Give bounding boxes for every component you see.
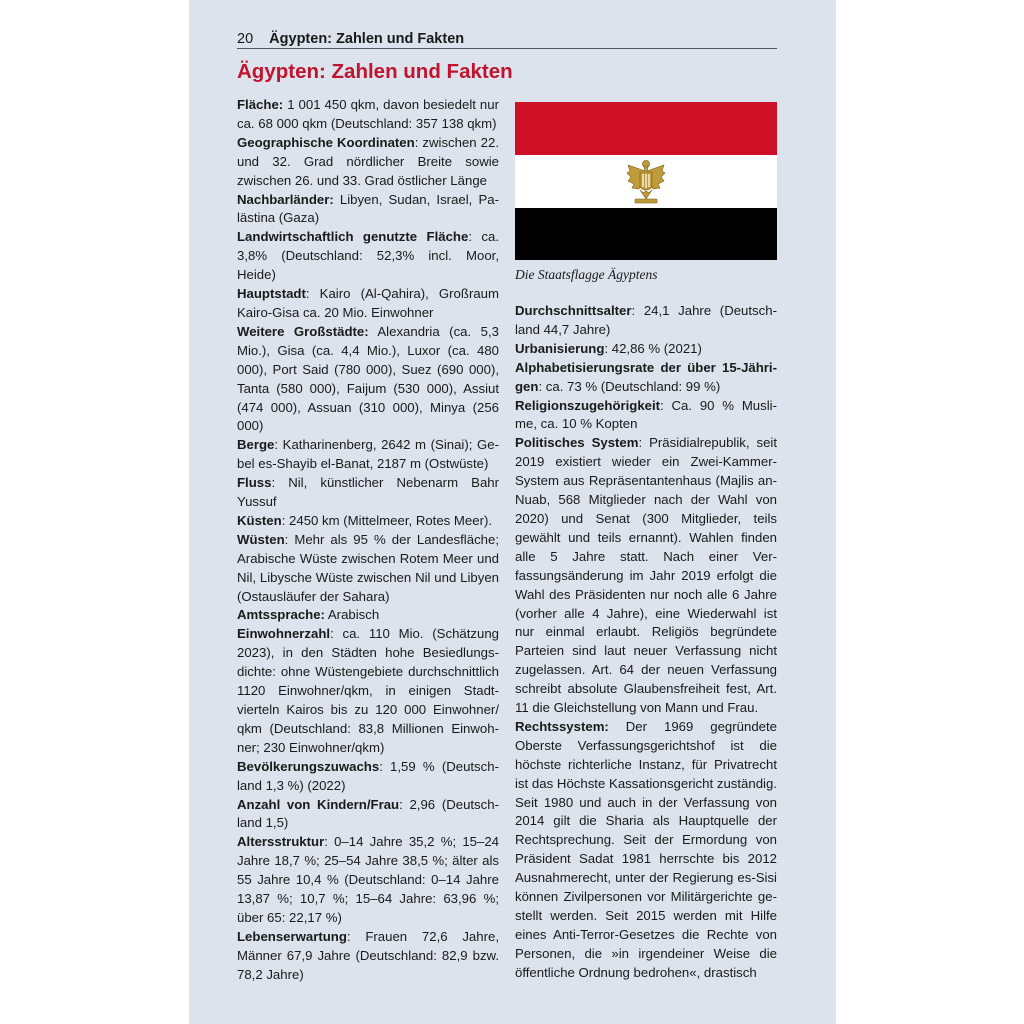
page-title: Ägypten: Zahlen und Fakten <box>237 60 513 83</box>
fact-value: : ca. 110 Mio. (Schätzung 2023), in den Städten hohe Besiedlungsdichte: ohne Wüstengebiete durchschnittlich 1120 Einwohner/qkm, in einigen Stadtvierteln Kairos bis zu 120 000 Einwohner/​qkm (Deutschland: 83,8 Millionen Einwohner; 230 Einwohner/qkm) <box>237 626 499 755</box>
fact-value: : Präsidialrepublik, seit 2019 existiert wieder ein Zwei-Kammer-System aus Repräsentantenhaus (Majlis an-Nuab, 568 Mitglieder nach der Wahl von 2020) und Senat (300 Mitglieder, teils gewählt und teils ernannt). Wahlen finden alle 5 Jahre statt. Nach einer Verfassungsänderung im Jahr 2019 erfolgt die Wahl des Präsidenten nur noch alle 6 Jahre (vorher alle 4 Jahre), eine Wiederwahl ist nur einmal erlaubt. Religiös begründete Parteien sind laut neuer Verfassung nicht zugelassen. Art. 64 der neuen Verfassung schreibt absolute Glaubensfreiheit fest, Art. 11 die Gleichstellung von Mann und Frau. <box>515 435 777 716</box>
page-number: 20 <box>237 31 254 47</box>
fact-term: Bevölkerungszuwachs <box>237 758 380 774</box>
fact-term: Urbanisierung <box>515 340 605 356</box>
fact-entry <box>237 531 499 607</box>
fact-value: : ca. 3,8% (Deutschland: 52,3% incl. Moor, Heide) <box>237 229 499 283</box>
fact-term: Weitere Großstädte: <box>237 323 369 339</box>
fact-term: Küsten <box>237 512 282 528</box>
fact-entry <box>515 340 777 359</box>
fact-term: Wüsten <box>237 531 285 547</box>
fact-value: : 24,1 Jahre (Deutschland 44,7 Jahre) <box>515 303 777 337</box>
fact-entry <box>515 302 777 340</box>
fact-term: Altersstruktur <box>237 834 325 850</box>
fact-entry <box>237 512 499 531</box>
fact-entry <box>237 606 499 625</box>
fact-value: : 1,59 % (Deutschland 1,3 %) (2022) <box>237 758 499 793</box>
fact-value: : Mehr als 95 % der Landesfläche; Arabische Wüste zwischen Rotem Meer und Nil, Libysche Wüste zwischen Nil und Libyen (Ostausläufer der Sahara) <box>237 531 499 604</box>
right-column <box>515 302 777 983</box>
fact-value: Alexandria (ca. 5,3 Mio.), Gisa (ca. 4,4 Mio.), Luxor (ca. 480 000), Port Said (780 000), Suez (690 000), Tanta (580 000), Faijum (530 000), Assiut (474 000), Assuan (310 000), Minya (256 000) <box>237 323 499 434</box>
fact-term: Landwirtschaftlich genutzte Fläche <box>237 229 469 245</box>
fact-term: Politisches System <box>515 435 639 451</box>
fact-term: Religionszugehörigkeit <box>515 397 661 413</box>
fact-entry <box>237 285 499 323</box>
fact-term: Amtssprache: <box>237 607 325 623</box>
fact-entry <box>237 436 499 474</box>
fact-entry <box>237 833 499 928</box>
fact-term: Fluss <box>237 475 272 491</box>
fact-term: Geographische Koordinaten <box>237 134 415 150</box>
fact-entry <box>237 323 499 436</box>
fact-value: Libyen, Sudan, Israel, Palästina (Gaza) <box>237 191 499 226</box>
fact-value: : zwischen 22. und 32. Grad nördlicher Breite sowie zwischen 26. und 33. Grad östlicher Länge <box>237 134 500 188</box>
fact-value: Arabisch <box>324 607 380 623</box>
fact-value: : Nil, künstlicher Nebenarm Bahr Yussuf <box>237 475 499 510</box>
egypt-flag-image <box>515 102 777 260</box>
fact-value: : Katharinenberg, 2642 m (Sinai); Gebel es-Shayib el-Banat, 2187 m (Ostwüste) <box>237 437 499 472</box>
eagle-of-saladin-icon <box>624 157 668 207</box>
flag-black-band <box>515 208 777 260</box>
fact-term: Berge <box>237 437 275 453</box>
fact-entry <box>237 625 499 757</box>
fact-value: : 42,86 % (2021) <box>604 340 702 356</box>
fact-entry <box>237 474 499 512</box>
running-header <box>237 30 777 49</box>
fact-term: Hauptstadt <box>237 286 306 302</box>
fact-term: Lebenserwartung <box>237 928 347 944</box>
fact-value: : Frauen 72,6 Jahre, Männer 67,9 Jahre (Deutschland: 82,9 bzw. 78,2 Jahre) <box>237 928 499 982</box>
fact-entry <box>515 718 777 983</box>
fact-term: Rechtssystem: <box>515 718 609 734</box>
fact-entry <box>237 758 499 796</box>
fact-value: Der 1969 gegründete Oberste Verfassungsgerichtshof ist die höchste richterliche Instanz, für Privatrecht ist das Höchste Kassationsgericht zuständig. Seit 1980 und auch in der Verfassung von 2014 gilt die Sharia als Hauptquelle der Rechtsprechung. Seit der Ermordung von Präsident Sadat 1981 herrschte bis 2012 Ausnahmerecht, unter der Regierung es-Sisi können Zivilpersonen vor Militärgerichte gestellt werden. Seit 2015 werden mit Hilfe eines Anti-Terror-Gesetzes die Rechte von Personen, die »in irgendeiner Weise die öffentliche Ordnung bedrohen«, drastisch <box>515 718 777 980</box>
fact-entry <box>237 228 499 285</box>
flag-red-band <box>515 102 777 155</box>
fact-term: Fläche: <box>237 97 284 112</box>
fact-value: 1 001 450 qkm, davon besiedelt nur ca. 68 000 qkm (Deutschland: 357 138 qkm) <box>237 97 499 131</box>
fact-entry <box>237 928 499 985</box>
fact-value: : 0–14 Jahre 35,2 %; 15–24 Jahre 18,7 %; 25–54 Jahre 38,5 %; älter als 55 Jahre 10,4 % (Deutschland: 0–14 Jahre 13,87 %; 10,7 %; 15–64 Jahre: 63,96 %; über 65: 22,17 %) <box>237 834 499 925</box>
fact-entry <box>515 397 777 435</box>
fact-term: Alphabetisierungsrate der über 15-Jährigen <box>515 359 777 394</box>
fact-term: Nachbarländer: <box>237 191 334 207</box>
running-title: Ägypten: Zahlen und Fakten <box>269 31 465 47</box>
fact-term: Durchschnittsalter <box>515 303 632 318</box>
fact-value: : ca. 73 % (Deutschland: 99 %) <box>538 378 721 394</box>
fact-term: Anzahl von Kindern/Frau <box>237 796 400 812</box>
fact-value: : 2450 km (Mittelmeer, Rotes Meer). <box>281 512 493 528</box>
fact-entry <box>237 796 499 834</box>
fact-entry <box>515 434 777 718</box>
fact-entry <box>515 359 777 397</box>
left-column <box>237 96 499 985</box>
fact-entry <box>237 191 499 229</box>
fact-value: : 2,96 (Deutschland 1,5) <box>237 796 499 831</box>
fact-value: : Kairo (Al-Qahira), Großraum Kairo-Gisa ca. 20 Mio. Einwohner <box>237 286 499 320</box>
fact-entry <box>237 134 499 191</box>
fact-value: : Ca. 90 % Muslime, ca. 10 % Kopten <box>515 397 777 432</box>
fact-entry <box>237 96 499 134</box>
flag-caption: Die Staatsflagge Ägyptens <box>515 267 658 282</box>
fact-term: Einwohnerzahl <box>237 626 331 642</box>
